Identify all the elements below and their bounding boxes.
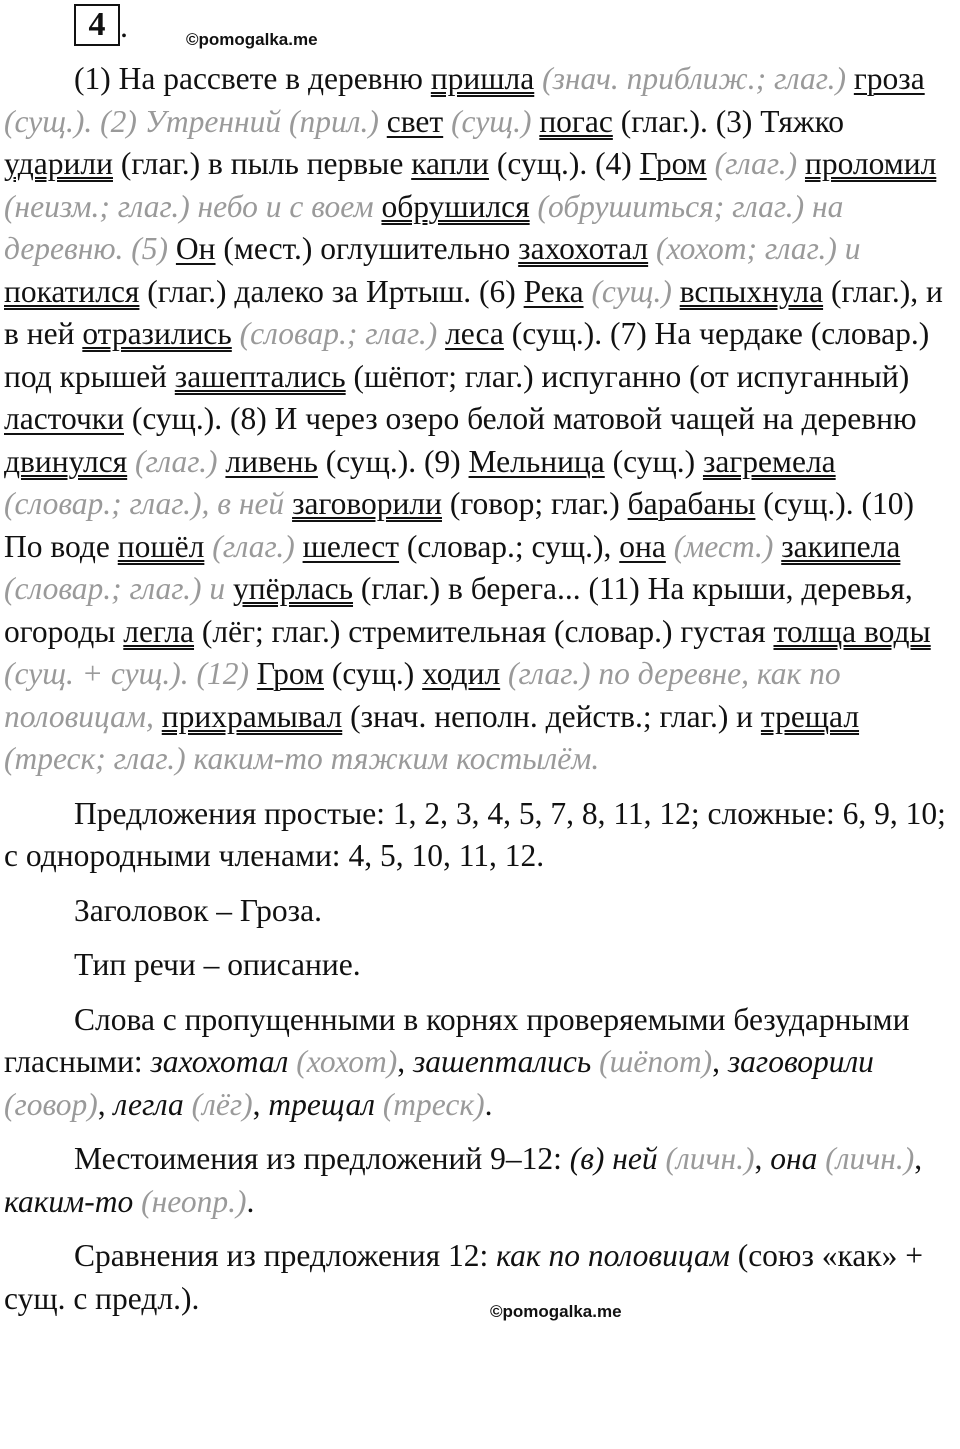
sentence-types-paragraph: Предложения простые: 1, 2, 3, 4, 5, 7, 8, 11, 12; сложные: 6, 9, 10; с однородными членами: 4, 5, 10, 11, 12. — [4, 795, 946, 873]
title-paragraph: Заголовок – Гроза. — [74, 892, 322, 928]
task-number: 4 — [74, 4, 120, 46]
task-number-dot: . — [120, 8, 128, 44]
pronouns-paragraph: Местоимения из предложений 9–12: (в) ней (личн.), она (личн.), каким-то (неопр.). — [4, 1141, 923, 1219]
speech-type-paragraph: Тип речи – описание. — [74, 947, 361, 982]
answer-text — [4, 58, 956, 1320]
analysis-paragraph: (1) На рассвете в деревню пришла (знач. приближ.; глаг.) гроза (сущ.). (2) Утренний (прил.) свет (сущ.) погас (глаг.). (3) Тяжко ударили (глаг.) в пыль первые капли (сущ.). (4) Гром (глаг.) проломил (неизм.; глаг.) небо и с воем обрушился (обрушиться; глаг.) на деревню. (5) Он (мест.) оглушительно захохотал (хохот; глаг.) и покатился (глаг.) далеко за Иртыш. (6) Река (сущ.) вспыхнула (глаг.), и в ней отразились (словар.; глаг.) леса (сущ.). (7) На чердаке (словар.) под крышей зашептались (шёпот; глаг.) испуганно (от испуганный) ласточки (сущ.). (8) И через озеро белой матовой чащей на деревню двинулся (глаг.) ливень (сущ.). (9) Мельница (сущ.) загремела (словар.; глаг.), в ней заговорили (говор; глаг.) барабаны (сущ.). (10) По воде пошёл (глаг.) шелест (словар.; сущ.), она (мест.) закипела (словар.; глаг.) и упёрлась (глаг.) в берега... (11) На крыши, деревья, огороды легла (лёг; глаг.) стремительная (словар.) густая толща воды (сущ. + сущ.). (12) Гром (сущ.) ходил (глаг.) по деревне, как по половицам, прихрамывал (знач. неполн. действ.; глаг.) и трещал (треск; глаг.) каким-то тяжким костылём. — [4, 61, 943, 776]
watermark-top: ©pomogalka.me — [186, 30, 318, 49]
checked-vowels-paragraph: Слова с пропущенными в корнях проверяемыми безударными гласными: захохотал (хохот), зашептались (шёпот), заговорили (говор), легла (лёг), трещал (треск). — [4, 1001, 910, 1122]
comparisons-paragraph: Сравнения из предложения 12: как по половицам (союз «как» + сущ. с предл.). — [4, 1238, 924, 1316]
watermark-bottom: ©pomogalka.me — [490, 1302, 622, 1321]
